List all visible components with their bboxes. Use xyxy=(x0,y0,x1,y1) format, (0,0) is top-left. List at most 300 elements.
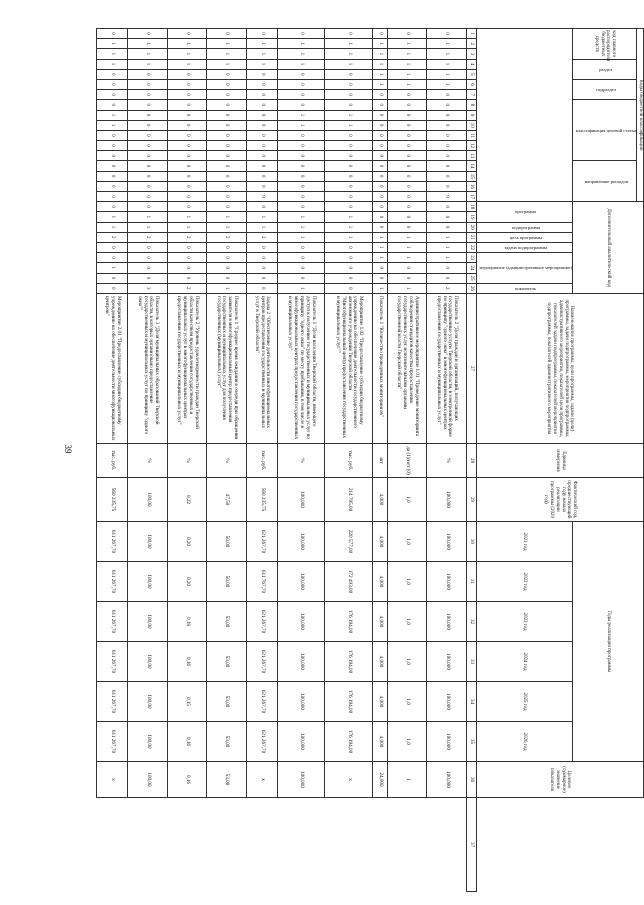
code-cell: 0 xyxy=(325,273,373,283)
code-cell: 0 xyxy=(427,181,466,191)
row-year-value: 0,18 xyxy=(167,601,206,641)
code-cell: 0 xyxy=(97,283,128,293)
code-cell: 0 xyxy=(388,222,427,232)
column-number: 3 xyxy=(466,49,476,59)
column-number-row xyxy=(466,29,476,892)
code-cell: 0 xyxy=(277,273,325,283)
code-cell: 0 xyxy=(325,151,373,161)
code-cell: 0 xyxy=(427,222,466,232)
row-target: 100,000 xyxy=(427,761,466,797)
code-cell: 0 xyxy=(207,192,246,202)
row-year-value: 611 267,70 xyxy=(97,561,128,601)
header-name: Наименование программы, цели программы, задачи (цели) программы, задачи подпрограммы, мероприятия подпрограммы, административного мероприятия, показателей цели программы, показателей задачи подпрограммы, показателей мероприятия подпрограммы, показателей административного мероприятия xyxy=(476,293,643,443)
row-year-value: 0,15 xyxy=(167,681,206,721)
code-cell: 0 xyxy=(128,141,167,151)
code-cell: 0 xyxy=(277,151,325,161)
row-year-value: 4,000 xyxy=(372,721,387,761)
code-cell: 0 xyxy=(128,151,167,161)
code-cell: 1 xyxy=(97,110,128,120)
code-cell: 1 xyxy=(277,232,325,242)
row-year-value: 172 493,00 xyxy=(325,561,373,601)
row-year-value: 100,00 xyxy=(128,681,167,721)
column-number: 10 xyxy=(466,120,476,130)
code-cell: 1 xyxy=(427,232,466,242)
code-cell: 0 xyxy=(325,161,373,171)
code-cell: 0 xyxy=(128,90,167,100)
code-cell: 0 xyxy=(277,242,325,252)
table-row xyxy=(128,29,167,892)
row-year-value: 176 194,00 xyxy=(325,641,373,681)
header-year-6: 2026 год xyxy=(476,721,572,761)
row-name: Задача 2 "Обеспечение деятельности многофункциональных центров предоставления государственных и муниципальных услуг в Тверской области" xyxy=(246,293,277,443)
table-rotation-frame xyxy=(96,28,644,892)
code-cell: 0 xyxy=(207,130,246,140)
code-cell: 0 xyxy=(246,263,277,273)
code-cell: 0 xyxy=(325,192,373,202)
header-year-3: 2023 год xyxy=(476,601,572,641)
table-row xyxy=(167,29,206,892)
column-number: 31 xyxy=(466,561,476,601)
code-cell: 0 xyxy=(246,79,277,89)
code-cell: 0 xyxy=(128,192,167,202)
row-year-value: 1,0 xyxy=(388,641,427,681)
code-cell: 0 xyxy=(427,130,466,140)
code-cell: 0 xyxy=(372,141,387,151)
code-cell: 0 xyxy=(167,192,206,202)
row-actual: 560 235,75 xyxy=(97,477,128,521)
row-unit: да (1)/нет (0) xyxy=(388,443,427,477)
code-cell: 0 xyxy=(277,90,325,100)
code-cell: 0 xyxy=(246,161,277,171)
code-cell: 0 xyxy=(372,192,387,202)
column-number: 24 xyxy=(466,263,476,273)
row-unit: % xyxy=(277,443,325,477)
rotated-table-container xyxy=(96,28,644,892)
code-cell: 1 xyxy=(388,253,427,263)
code-cell: 0 xyxy=(246,253,277,263)
code-cell: 1 xyxy=(128,212,167,222)
row-name: Показатель 1 "Среднее время ожидания в очереди при обращении заявителя в многофункциональный центр предоставления государственных и муниципальных услуг для получения государственных (муниципальных) услуг" xyxy=(207,293,246,443)
code-cell: 0 xyxy=(97,29,128,39)
code-cell: 1 xyxy=(167,212,206,222)
code-cell: 1 xyxy=(277,283,325,293)
code-cell: 1 xyxy=(372,242,387,252)
row-year-value: 50,00 xyxy=(207,521,246,561)
code-cell: 0 xyxy=(97,171,128,181)
row-target: 100,000 xyxy=(277,761,325,797)
header-year-5: 2025 год xyxy=(476,681,572,721)
code-cell: 2 xyxy=(427,283,466,293)
code-cell: 0 xyxy=(167,110,206,120)
table-row xyxy=(277,29,325,892)
code-cell: 0 xyxy=(97,273,128,283)
header-year-2: 2022 год xyxy=(476,561,572,601)
code-cell: 0 xyxy=(427,273,466,283)
code-cell: 1 xyxy=(325,232,373,242)
row-year-value: 100,000 xyxy=(427,641,466,681)
code-cell: 0 xyxy=(325,90,373,100)
code-cell: 0 xyxy=(388,161,427,171)
row-year-value: 621 267,70 xyxy=(246,681,277,721)
column-number: 20 xyxy=(466,222,476,232)
row-actual: 0,22 xyxy=(167,477,206,521)
code-cell: 1 xyxy=(97,120,128,130)
code-cell: 0 xyxy=(277,29,325,39)
column-number: 37 xyxy=(466,797,476,891)
code-cell: 1 xyxy=(277,222,325,232)
code-cell: 0 xyxy=(97,192,128,202)
row-name: Показатель 2 "Доля граждан и организаций, получающих государственные услуги Тверской области, в электронной форме по принципу "одного окна" в многофункциональных центрах предоставления государственных и муниципальных услуг" xyxy=(427,293,466,443)
code-cell: 1 xyxy=(372,49,387,59)
code-cell: 1 xyxy=(246,39,277,49)
row-name: Административное мероприятие 1.01 "Проведение мониторинга соблюдения стандартов качества предоставления государственных услуг исполнительными органами государственной власти Тверской области" xyxy=(388,293,427,443)
code-cell: 0 xyxy=(246,181,277,191)
header-code-program: программа xyxy=(476,202,572,222)
table-row xyxy=(325,29,373,892)
code-cell: 0 xyxy=(388,192,427,202)
row-year-value: 53,00 xyxy=(207,681,246,721)
code-cell: 0 xyxy=(97,90,128,100)
row-year-value: 4,000 xyxy=(372,561,387,601)
column-number: 12 xyxy=(466,141,476,151)
code-cell: 1 xyxy=(427,39,466,49)
code-cell: 0 xyxy=(325,69,373,79)
code-cell: 0 xyxy=(167,141,206,151)
code-cell: 1 xyxy=(277,39,325,49)
code-cell: 0 xyxy=(167,161,206,171)
code-cell: 1 xyxy=(167,59,206,69)
code-cell: 1 xyxy=(372,253,387,263)
code-cell: 1 xyxy=(207,39,246,49)
code-cell: 0 xyxy=(207,79,246,89)
code-cell: 1 xyxy=(388,79,427,89)
code-cell: 0 xyxy=(167,130,206,140)
code-cell: 0 xyxy=(372,90,387,100)
code-cell: 0 xyxy=(427,100,466,110)
code-cell: 0 xyxy=(372,100,387,110)
header-budget-sub: код главного распорядителя бюджетных средств xyxy=(573,29,637,60)
code-cell: 0 xyxy=(207,69,246,79)
code-cell: 1 xyxy=(388,242,427,252)
code-cell: 0 xyxy=(167,273,206,283)
code-cell: 1 xyxy=(97,263,128,273)
code-cell: 0 xyxy=(246,242,277,252)
row-year-value: 0,20 xyxy=(167,561,206,601)
code-cell: 0 xyxy=(128,120,167,130)
code-cell: 2 xyxy=(128,232,167,242)
row-year-value: 1,0 xyxy=(388,681,427,721)
code-cell: 0 xyxy=(97,69,128,79)
row-actual: 100,00 xyxy=(128,477,167,521)
row-name: Мероприятие 2.01 "Предоставление субсидии бюджетному учреждению на обеспечение деятельности многофункциональных центров" xyxy=(97,293,128,443)
row-actual: 100,000 xyxy=(427,477,466,521)
row-year-value: 100,00 xyxy=(128,721,167,761)
code-cell: 1 xyxy=(388,59,427,69)
row-year-value: 100,000 xyxy=(277,641,325,681)
code-cell: 0 xyxy=(427,212,466,222)
row-year-value: 100,000 xyxy=(277,601,325,641)
code-cell: 0 xyxy=(246,100,277,110)
code-cell: 0 xyxy=(128,181,167,191)
column-number: 28 xyxy=(466,443,476,477)
code-cell: 0 xyxy=(207,273,246,283)
row-unit: тыс. руб. xyxy=(97,443,128,477)
code-cell: 1 xyxy=(325,49,373,59)
row-year-value: 53,00 xyxy=(207,721,246,761)
code-cell: 0 xyxy=(128,79,167,89)
code-cell: 0 xyxy=(128,130,167,140)
row-year-value: 220 577,00 xyxy=(325,521,373,561)
code-cell: 0 xyxy=(372,130,387,140)
code-cell: 0 xyxy=(388,130,427,140)
code-cell: 0 xyxy=(167,90,206,100)
code-cell: 0 xyxy=(427,263,466,273)
column-number: 32 xyxy=(466,601,476,641)
header-target: Целевое (суммарное) значение показателя xyxy=(476,761,643,797)
code-cell: 0 xyxy=(388,120,427,130)
header-year-4: 2024 год xyxy=(476,641,572,681)
column-number: 30 xyxy=(466,521,476,561)
code-cell: 1 xyxy=(388,283,427,293)
row-unit: тыс. руб. xyxy=(246,443,277,477)
row-year-value: 100,00 xyxy=(128,601,167,641)
row-year-value: 176 194,00 xyxy=(325,601,373,641)
code-cell: 0 xyxy=(372,212,387,222)
code-cell: 0 xyxy=(128,253,167,263)
code-cell: 0 xyxy=(427,29,466,39)
code-cell: 0 xyxy=(207,141,246,151)
code-cell: 1 xyxy=(167,49,206,59)
row-actual: 1,0 xyxy=(388,477,427,521)
row-year-value: 176 194,00 xyxy=(325,721,373,761)
code-cell: 0 xyxy=(167,253,206,263)
row-year-value: 611 267,70 xyxy=(97,641,128,681)
program-indicators-table xyxy=(96,28,644,892)
code-cell: 0 xyxy=(427,90,466,100)
code-cell: 0 xyxy=(246,120,277,130)
code-cell: 0 xyxy=(207,181,246,191)
code-cell: 2 xyxy=(97,232,128,242)
row-actual: 560 235,75 xyxy=(246,477,277,521)
row-target: 100,00 xyxy=(128,761,167,797)
code-cell: 1 xyxy=(246,59,277,69)
code-cell: 1 xyxy=(427,49,466,59)
row-target: х xyxy=(246,761,277,797)
row-year-value: 100,000 xyxy=(427,561,466,601)
row-year-value: 1,0 xyxy=(388,601,427,641)
code-cell: 0 xyxy=(325,253,373,263)
header-unit: Единица измерения xyxy=(476,443,643,477)
code-cell: 1 xyxy=(325,39,373,49)
code-cell: 1 xyxy=(372,69,387,79)
code-cell: 0 xyxy=(128,171,167,181)
code-cell: 0 xyxy=(325,100,373,110)
row-year-value: 0,20 xyxy=(167,521,206,561)
code-cell: 0 xyxy=(325,202,373,212)
code-cell: 0 xyxy=(167,29,206,39)
code-cell: 0 xyxy=(246,29,277,39)
code-cell: 0 xyxy=(427,151,466,161)
code-cell: 2 xyxy=(167,283,206,293)
row-target: 24,000 xyxy=(372,761,387,797)
code-cell: 1 xyxy=(427,253,466,263)
column-number: 26 xyxy=(466,283,476,293)
code-cell: 0 xyxy=(167,120,206,130)
column-number: 36 xyxy=(466,761,476,797)
column-number: 25 xyxy=(466,273,476,283)
code-cell: 1 xyxy=(277,110,325,120)
code-cell: 0 xyxy=(427,161,466,171)
column-number: 16 xyxy=(466,181,476,191)
code-cell: 0 xyxy=(277,171,325,181)
code-cell: 0 xyxy=(128,273,167,283)
code-cell: 0 xyxy=(246,283,277,293)
code-cell: 1 xyxy=(277,59,325,69)
code-cell: 1 xyxy=(128,39,167,49)
code-cell: 0 xyxy=(97,151,128,161)
page-number: 39 xyxy=(63,444,73,454)
code-cell: 0 xyxy=(207,29,246,39)
code-cell: 0 xyxy=(207,202,246,212)
code-cell: 1 xyxy=(246,222,277,232)
code-cell: 3 xyxy=(128,283,167,293)
row-name: Мероприятие 1.02 "Предоставление субсидии бюджетному учреждению на обеспечение деятельности государственного автономного учреждения Тверской области "Многофункциональный центр предоставления государственных и муниципальных услуг"" xyxy=(325,293,373,443)
row-year-value: 621 267,70 xyxy=(246,601,277,641)
row-year-value: 4,000 xyxy=(372,521,387,561)
code-cell: 0 xyxy=(167,79,206,89)
table-row xyxy=(427,29,466,892)
code-cell: 0 xyxy=(167,181,206,191)
code-cell: 0 xyxy=(167,151,206,161)
code-cell: 0 xyxy=(325,130,373,140)
code-cell: 0 xyxy=(97,181,128,191)
code-cell: 1 xyxy=(372,232,387,242)
code-cell: 0 xyxy=(97,79,128,89)
code-cell: 0 xyxy=(128,29,167,39)
code-cell: 0 xyxy=(207,151,246,161)
row-year-value: 100,000 xyxy=(427,721,466,761)
code-cell: 0 xyxy=(246,90,277,100)
row-year-value: 4,000 xyxy=(372,601,387,641)
code-cell: 0 xyxy=(372,181,387,191)
header-code-subprogram: подпрограмма xyxy=(476,222,572,232)
column-number: 19 xyxy=(466,212,476,222)
code-cell: 0 xyxy=(128,100,167,110)
code-cell: 2 xyxy=(207,232,246,242)
row-year-value: 1,0 xyxy=(388,561,427,601)
column-number: 14 xyxy=(466,161,476,171)
code-cell: 0 xyxy=(325,181,373,191)
row-target: 1 xyxy=(388,761,427,797)
code-cell: 1 xyxy=(325,120,373,130)
row-year-value: 100,00 xyxy=(128,521,167,561)
code-cell: 0 xyxy=(372,171,387,181)
column-number: 21 xyxy=(466,232,476,242)
code-cell: 0 xyxy=(246,273,277,283)
row-year-value: 1,0 xyxy=(388,721,427,761)
code-cell: 0 xyxy=(128,202,167,212)
code-cell: 1 xyxy=(427,242,466,252)
row-year-value: 176 194,00 xyxy=(325,681,373,721)
row-year-value: 53,00 xyxy=(207,641,246,681)
table-row xyxy=(388,29,427,892)
header-year-1: 2021 год xyxy=(476,521,572,561)
row-year-value: 611 267,70 xyxy=(97,521,128,561)
row-year-value: 0,16 xyxy=(167,721,206,761)
code-cell: 0 xyxy=(388,29,427,39)
code-cell: 1 xyxy=(427,79,466,89)
table-row xyxy=(372,29,387,892)
row-actual: 4,000 xyxy=(372,477,387,521)
row-year-value: 1,0 xyxy=(388,521,427,561)
column-number: 11 xyxy=(466,130,476,140)
column-number: 34 xyxy=(466,681,476,721)
row-year-value: 53,00 xyxy=(207,601,246,641)
code-cell: 0 xyxy=(277,141,325,151)
row-year-value: 621 267,70 xyxy=(246,641,277,681)
code-cell: 1 xyxy=(388,69,427,79)
code-cell: 0 xyxy=(246,69,277,79)
column-number: 1 xyxy=(466,29,476,39)
code-cell: 1 xyxy=(277,49,325,59)
code-cell: 0 xyxy=(325,141,373,151)
code-cell: 0 xyxy=(427,171,466,181)
row-year-value: 100,00 xyxy=(128,641,167,681)
code-cell: 1 xyxy=(128,49,167,59)
column-number: 18 xyxy=(466,202,476,212)
code-cell: 1 xyxy=(128,222,167,232)
code-cell: 0 xyxy=(372,273,387,283)
code-cell: 0 xyxy=(277,79,325,89)
column-number: 2 xyxy=(466,39,476,49)
code-cell: 1 xyxy=(277,120,325,130)
code-cell: 0 xyxy=(97,130,128,140)
row-year-value: 100,000 xyxy=(427,681,466,721)
code-cell: 2 xyxy=(167,232,206,242)
code-cell: 0 xyxy=(128,69,167,79)
row-year-value: 611 267,70 xyxy=(97,601,128,641)
code-cell: 0 xyxy=(277,263,325,273)
code-cell: 0 xyxy=(427,202,466,212)
row-unit: % xyxy=(207,443,246,477)
code-cell: 0 xyxy=(207,242,246,252)
code-cell: 1 xyxy=(372,39,387,49)
row-unit: % xyxy=(167,443,206,477)
row-year-value: 4,000 xyxy=(372,681,387,721)
row-name: Показатель 1 "Доля населения Тверской области, имеющего доступ к получению государственных и муниципальных услуг по принципу "одного окна" по месту пребывания, в том числе в многофункциональных центрах предоставления государственных и муниципальных услуг" xyxy=(277,293,325,443)
code-cell: 0 xyxy=(167,100,206,110)
column-number: 22 xyxy=(466,242,476,252)
row-year-value: 611 767,70 xyxy=(246,561,277,601)
code-cell: 1 xyxy=(325,222,373,232)
code-cell: 1 xyxy=(246,212,277,222)
header-code-subsection: подраздел xyxy=(573,79,637,99)
code-cell: 1 xyxy=(372,283,387,293)
code-cell: 1 xyxy=(97,59,128,69)
code-cell: 0 xyxy=(372,120,387,130)
row-unit: шт xyxy=(372,443,387,477)
code-cell: 0 xyxy=(128,161,167,171)
code-cell: 1 xyxy=(207,283,246,293)
header-code-task: задача подпрограммы xyxy=(476,242,572,252)
column-number: 8 xyxy=(466,100,476,110)
code-cell: 0 xyxy=(97,242,128,252)
column-number: 9 xyxy=(466,110,476,120)
code-cell: 0 xyxy=(207,161,246,171)
row-year-value: 100,000 xyxy=(277,681,325,721)
code-cell: 0 xyxy=(207,171,246,181)
code-cell: 0 xyxy=(128,242,167,252)
